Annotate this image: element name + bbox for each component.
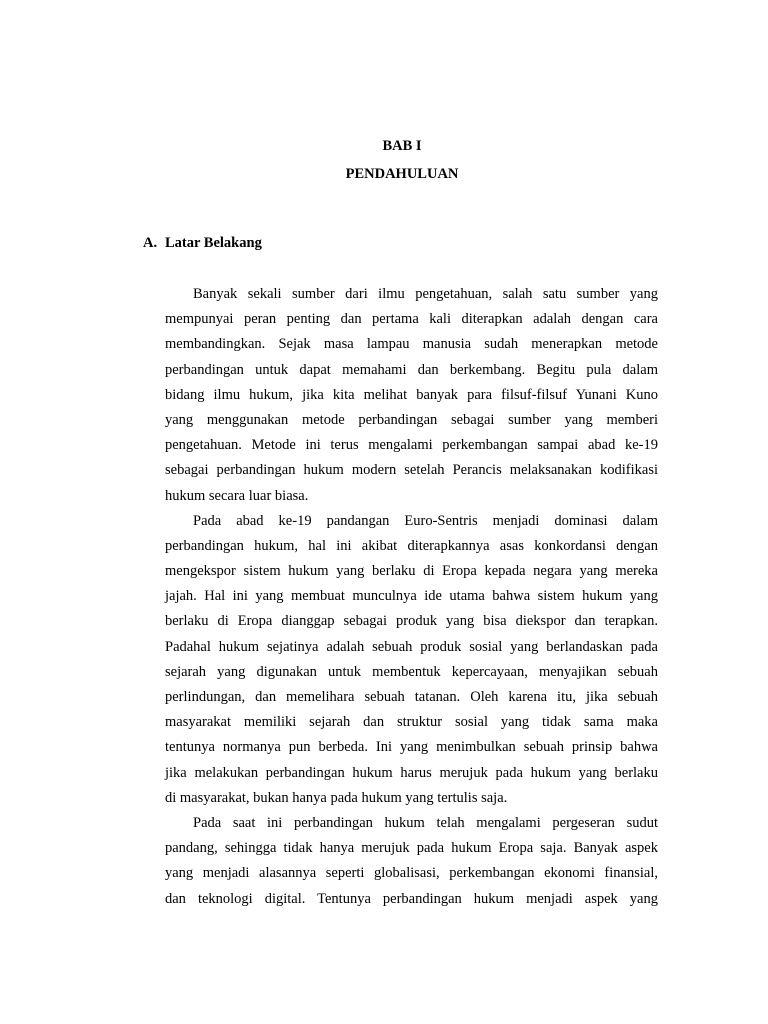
chapter-title: PENDAHULUAN xyxy=(345,166,459,182)
section-title: Latar Belakang xyxy=(165,235,262,251)
paragraph-line: Banyak sekali sumber dari ilmu pengetahuan, salah satu sumber yang xyxy=(193,286,658,302)
paragraph-line: Padahal hukum sejatinya adalah sebuah produk sosial yang berlandaskan pada xyxy=(165,638,658,655)
paragraph-line: tentunya normanya pun berbeda. Ini yang menimbulkan sebuah prinsip bahwa xyxy=(165,739,658,756)
chapter-number: BAB I xyxy=(382,138,422,154)
section-marker: A. xyxy=(143,235,158,251)
paragraph-line: Pada saat ini perbandingan hukum telah mengalami pergeseran sudut xyxy=(193,814,658,831)
paragraph xyxy=(165,811,658,912)
paragraph-line: membandingkan. Sejak masa lampau manusia sudah menerapkan metode xyxy=(165,336,658,353)
paragraph-line: jika melakukan perbandingan hukum harus merujuk pada hukum yang berlaku xyxy=(165,764,658,781)
paragraph-line: yang menggunakan metode perbandingan sebagai sumber yang memberi xyxy=(165,411,658,428)
paragraph-line: berlaku di Eropa dianggap sebagai produk yang bisa diekspor dan terapkan. xyxy=(165,613,658,630)
paragraph-line: pengetahuan. Metode ini terus mengalami perkembangan sampai abad ke-19 xyxy=(165,437,658,454)
paragraph xyxy=(165,282,658,509)
paragraph-line: mempunyai peran penting dan pertama kali diterapkan adalah dengan cara xyxy=(165,311,658,328)
paragraph-line: perbandingan hukum, hal ini akibat diterapkannya asas konkordansi dengan xyxy=(165,537,658,554)
paragraph-line: sebagai perbandingan hukum modern setelah Perancis melaksanakan kodifikasi xyxy=(165,462,658,479)
paragraph-line: yang menjadi alasannya seperti globalisasi, perkembangan ekonomi finansial, xyxy=(165,865,658,882)
paragraph-line: mengekspor sistem hukum yang berlaku di Eropa kepada negara yang mereka xyxy=(165,563,658,580)
paragraph-line: masyarakat memiliki sejarah dan struktur sosial yang tidak sama maka xyxy=(165,714,658,731)
paragraph-line: dan teknologi digital. Tentunya perbandingan hukum menjadi aspek yang xyxy=(165,890,658,907)
paragraph-line: pandang, sehingga tidak hanya merujuk pada hukum Eropa saja. Banyak aspek xyxy=(165,840,658,857)
section-heading xyxy=(143,234,262,252)
paragraph-line: sejarah yang digunakan untuk membentuk kepercayaan, menyajikan sebuah xyxy=(165,663,658,680)
paragraph-line: bidang ilmu hukum, jika kita melihat banyak para filsuf-filsuf Yunani Kuno xyxy=(165,386,658,403)
paragraph-line: jajah. Hal ini yang membuat munculnya ide utama bahwa sistem hukum yang xyxy=(165,588,658,605)
paragraph xyxy=(165,509,658,811)
paragraph-line: hukum secara luar biasa. xyxy=(165,487,309,504)
paragraph-line: perbandingan untuk dapat memahami dan berkembang. Begitu pula dalam xyxy=(165,361,658,378)
body-text xyxy=(165,282,658,912)
paragraph-line: Pada abad ke-19 pandangan Euro-Sentris menjadi dominasi dalam xyxy=(193,512,658,529)
paragraph-line: di masyarakat, bukan hanya pada hukum yang tertulis saja. xyxy=(165,789,508,806)
paragraph-line: perlindungan, dan memelihara sebuah tatanan. Oleh karena itu, jika sebuah xyxy=(165,689,658,705)
